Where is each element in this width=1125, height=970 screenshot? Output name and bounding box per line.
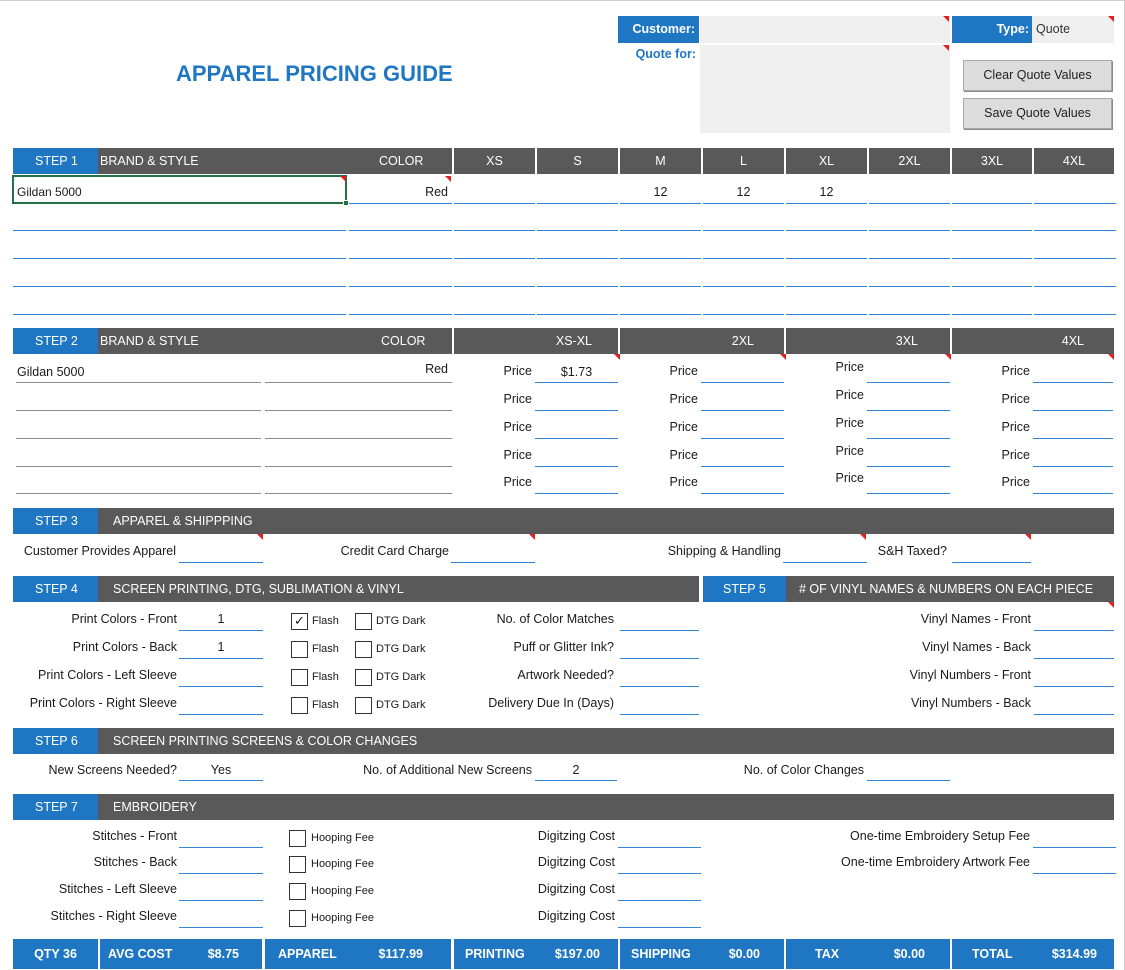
flash-checkbox[interactable] (291, 669, 308, 686)
step1-cell-input[interactable] (349, 314, 452, 315)
price-label: Price (1001, 364, 1030, 378)
color-heading: COLOR (379, 154, 424, 168)
price-input[interactable] (867, 493, 950, 494)
price-label: Price (835, 416, 864, 430)
step2-brand-header (98, 328, 452, 354)
shipping-label: Shipping & Handling (667, 544, 781, 558)
price-label: Price (503, 420, 532, 434)
credit-card-label: Credit Card Charge (340, 544, 449, 558)
size-header-l: L (703, 148, 784, 174)
comment-marker (1108, 602, 1114, 608)
qty-xl[interactable]: 12 (819, 185, 834, 199)
stitches-label: Stitches - Left Sleeve (58, 882, 177, 896)
step1-cell-input[interactable] (1034, 286, 1116, 287)
step6-badge: STEP 6 (13, 728, 98, 754)
vinyl-label: Vinyl Names - Back (922, 640, 1031, 654)
hooping-fee-checkbox[interactable] (289, 830, 306, 847)
avg-cost-label: AVG COST (108, 947, 173, 961)
price-label: Price (669, 392, 698, 406)
avg-cost-value: $8.75 (207, 947, 239, 961)
price-label: Price (1001, 448, 1030, 462)
digitizing-cost-input[interactable] (618, 927, 701, 928)
step1-cell-input[interactable] (349, 203, 452, 204)
size-header-xl: XL (786, 148, 867, 174)
price-label: Price (503, 392, 532, 406)
step1-cell-input[interactable] (1034, 258, 1116, 259)
printing-total-value: $197.00 (554, 947, 600, 961)
step2-color-value: Red (425, 362, 448, 376)
price-label: Price (669, 475, 698, 489)
step1-cell-input[interactable] (13, 314, 346, 315)
step2-color-input[interactable] (265, 466, 452, 467)
flash-checkbox[interactable] (291, 697, 308, 714)
print-colors-value[interactable]: 1 (217, 640, 225, 654)
hooping-fee-checkbox[interactable] (289, 910, 306, 927)
shipping-total-label: SHIPPING (631, 947, 691, 961)
price-input[interactable] (535, 382, 618, 383)
grand-total-label: TOTAL (972, 947, 1013, 961)
step6-title: SCREEN PRINTING SCREENS & COLOR CHANGES (98, 728, 1114, 754)
price-input[interactable] (535, 493, 618, 494)
price-input[interactable] (867, 466, 950, 467)
price-input[interactable] (535, 438, 618, 439)
step2-brand-input[interactable] (16, 382, 261, 383)
step1-cell-input[interactable] (454, 258, 535, 259)
hooping-fee-label: Hooping Fee (311, 832, 374, 844)
vinyl-label: Vinyl Numbers - Back (911, 696, 1031, 710)
price-input[interactable] (701, 466, 784, 467)
print-colors-label: Print Colors - Back (72, 640, 177, 654)
step1-cell-input[interactable] (620, 314, 701, 315)
step4-badge: STEP 4 (13, 576, 98, 602)
size-header-3xl: 3XL (952, 148, 1032, 174)
step4-title: SCREEN PRINTING, DTG, SUBLIMATION & VINYL (98, 576, 699, 602)
size-header-m: M (620, 148, 701, 174)
comment-marker (945, 354, 951, 360)
qty-m[interactable]: 12 (653, 185, 668, 199)
type-select[interactable]: Quote (1032, 16, 1114, 43)
comment-marker (943, 16, 949, 22)
step1-cell-input[interactable] (952, 230, 1032, 231)
step1-brand-value: Gildan 5000 (17, 185, 82, 199)
step1-brand-header (98, 148, 452, 174)
dtg-dark-label: DTG Dark (376, 643, 426, 655)
price-group-xs-xl: XS-XL (454, 328, 618, 354)
customer-input[interactable] (700, 16, 950, 43)
step1-cell-input[interactable] (537, 258, 618, 259)
stitches-label: Stitches - Right Sleeve (50, 909, 177, 923)
price-label: Price (503, 448, 532, 462)
stitches-input[interactable] (179, 847, 263, 848)
step2-brand-input[interactable] (16, 438, 261, 439)
tax-total-label: TAX (815, 947, 840, 961)
sh-taxed-input[interactable] (952, 562, 1031, 563)
digitizing-cost-input[interactable] (618, 900, 701, 901)
step7-title: EMBROIDERY (98, 794, 1114, 820)
hooping-fee-checkbox[interactable] (289, 883, 306, 900)
step1-badge: STEP 1 (13, 148, 98, 174)
price-label: Price (503, 364, 532, 378)
price-input[interactable] (535, 466, 618, 467)
step1-cell-input[interactable] (952, 203, 1032, 204)
step1-cell-input[interactable] (537, 230, 618, 231)
step4-right-label: Artwork Needed? (517, 668, 614, 682)
dtg-dark-checkbox[interactable] (355, 697, 372, 714)
price-label: Price (835, 471, 864, 485)
step1-cell-input[interactable] (349, 230, 452, 231)
dtg-dark-label: DTG Dark (376, 699, 426, 711)
new-screens-input (179, 780, 263, 781)
apparel-total-value: $117.99 (378, 947, 423, 961)
print-colors-input (179, 686, 263, 687)
step4-right-input[interactable] (620, 686, 699, 687)
price-input[interactable] (1033, 493, 1113, 494)
comment-marker (1108, 354, 1114, 360)
step1-cell-input[interactable] (454, 203, 535, 204)
artwork-fee-input[interactable] (1033, 873, 1116, 874)
step4-right-input[interactable] (620, 714, 699, 715)
step1-cell-input[interactable] (537, 203, 618, 204)
print-colors-input (179, 658, 263, 659)
step1-cell-input[interactable] (454, 314, 535, 315)
step2-color-input[interactable] (265, 493, 452, 494)
comment-marker (614, 354, 620, 360)
step1-cell-input[interactable] (869, 258, 950, 259)
new-screens-value[interactable]: Yes (210, 763, 232, 777)
print-colors-input (179, 630, 263, 631)
dtg-dark-label: DTG Dark (376, 671, 426, 683)
stitches-label: Stitches - Back (93, 855, 177, 869)
price-input[interactable] (867, 438, 950, 439)
additional-screens-input (535, 780, 617, 781)
step3-badge: STEP 3 (13, 508, 98, 534)
quote-for-label: Quote for: (635, 47, 696, 61)
color-changes-input[interactable] (867, 780, 950, 781)
price-label: Price (1001, 392, 1030, 406)
price-label: Price (669, 364, 698, 378)
step1-cell-input[interactable] (620, 286, 701, 287)
dtg-dark-checkbox[interactable] (355, 669, 372, 686)
print-colors-label: Print Colors - Left Sleeve (38, 668, 177, 682)
flash-label: Flash (312, 671, 339, 683)
comment-marker (1108, 16, 1114, 22)
step7-badge: STEP 7 (13, 794, 98, 820)
price-input[interactable] (701, 410, 784, 411)
step1-cell-input[interactable] (1034, 314, 1116, 315)
clear-quote-button[interactable]: Clear Quote Values (963, 60, 1112, 91)
dtg-dark-checkbox[interactable] (355, 641, 372, 658)
step2-badge: STEP 2 (13, 328, 98, 354)
customer-label: Customer: (618, 16, 699, 43)
hooping-fee-label: Hooping Fee (311, 858, 374, 870)
step1-cell-input[interactable] (349, 286, 452, 287)
step1-cell-input[interactable] (952, 286, 1032, 287)
price-input[interactable] (1033, 466, 1113, 467)
step1-cell-input[interactable] (703, 314, 784, 315)
step1-cell-input[interactable] (703, 286, 784, 287)
comment-marker (340, 176, 346, 182)
step1-color-value: Red (425, 185, 448, 199)
page-title: APPAREL PRICING GUIDE (176, 61, 453, 86)
price-label: Price (669, 448, 698, 462)
flash-label: Flash (312, 643, 339, 655)
step5-title: # OF VINYL NAMES & NUMBERS ON EACH PIECE (786, 576, 1114, 602)
flash-checkbox[interactable] (291, 641, 308, 658)
type-label: Type: (952, 16, 1032, 43)
hooping-fee-label: Hooping Fee (311, 912, 374, 924)
comment-marker (257, 534, 263, 540)
digitizing-cost-label: Digitzing Cost (537, 829, 615, 843)
comment-marker (943, 45, 949, 51)
price-input[interactable] (1033, 382, 1113, 383)
step1-cell-input[interactable] (703, 203, 784, 204)
step1-cell-input[interactable] (786, 314, 867, 315)
vinyl-input[interactable] (1034, 630, 1114, 631)
grand-total-value: $314.99 (1051, 947, 1097, 961)
digitizing-cost-input[interactable] (618, 873, 701, 874)
print-colors-label: Print Colors - Right Sleeve (29, 696, 177, 710)
digitizing-cost-label: Digitzing Cost (537, 855, 615, 869)
hooping-fee-checkbox[interactable] (289, 856, 306, 873)
save-quote-button[interactable]: Save Quote Values (963, 98, 1112, 129)
additional-screens-label: No. of Additional New Screens (363, 763, 532, 777)
price-label: Price (669, 420, 698, 434)
step1-cell-input[interactable] (13, 230, 346, 231)
size-header-s: S (537, 148, 618, 174)
tax-total-cell (786, 939, 950, 969)
step1-cell-input[interactable] (869, 230, 950, 231)
credit-card-input[interactable] (451, 562, 535, 563)
price-group-3xl: 3XL (786, 328, 950, 354)
printing-total-cell (454, 939, 618, 969)
step1-cell-input[interactable] (620, 230, 701, 231)
dtg-dark-checkbox[interactable] (355, 613, 372, 630)
shipping-input[interactable] (783, 562, 867, 563)
step4-right-label: No. of Color Matches (496, 612, 614, 626)
step2-brand-value: Gildan 5000 (17, 365, 85, 379)
dtg-dark-label: DTG Dark (376, 615, 426, 627)
stitches-label: Stitches - Front (92, 829, 177, 843)
vinyl-label: Vinyl Numbers - Front (909, 668, 1031, 682)
step1-cell-input[interactable] (952, 258, 1032, 259)
comment-marker (445, 176, 451, 182)
stitches-input[interactable] (179, 873, 263, 874)
qty-l[interactable]: 12 (736, 185, 751, 199)
step1-cell-input[interactable] (620, 258, 701, 259)
apparel-total-label: APPAREL (278, 947, 337, 961)
step1-cell-input[interactable] (537, 286, 618, 287)
step4-right-label: Delivery Due In (Days) (488, 696, 614, 710)
step1-cell-input[interactable] (869, 286, 950, 287)
digitizing-cost-input[interactable] (618, 847, 701, 848)
print-colors-value[interactable]: 1 (217, 612, 225, 626)
step1-cell-input[interactable] (1034, 230, 1116, 231)
price-label: Price (1001, 420, 1030, 434)
stitches-input[interactable] (179, 927, 263, 928)
step2-brand-input[interactable] (16, 493, 261, 494)
step1-cell-input[interactable] (13, 258, 346, 259)
step2-brand-input[interactable] (16, 466, 261, 467)
step1-cell-input[interactable] (537, 314, 618, 315)
vinyl-input[interactable] (1034, 658, 1114, 659)
step4-right-input[interactable] (620, 630, 699, 631)
flash-label: Flash (312, 699, 339, 711)
sh-taxed-label: S&H Taxed? (877, 544, 947, 558)
print-colors-input (179, 714, 263, 715)
step4-right-label: Puff or Glitter Ink? (513, 640, 614, 654)
step2-color-input[interactable] (265, 410, 452, 411)
size-header-xs: XS (454, 148, 535, 174)
price-input[interactable] (701, 438, 784, 439)
step1-cell-input[interactable] (786, 203, 867, 204)
avg-cost-cell (100, 939, 262, 969)
price-input[interactable] (1033, 410, 1113, 411)
artwork-fee-label: One-time Embroidery Artwork Fee (841, 855, 1030, 869)
comment-marker (780, 354, 786, 360)
shipping-total-value: $0.00 (728, 947, 760, 961)
step1-cell-input[interactable] (703, 230, 784, 231)
digitizing-cost-label: Digitzing Cost (537, 909, 615, 923)
step2-brand-input[interactable] (16, 410, 261, 411)
color-changes-label: No. of Color Changes (743, 763, 864, 777)
step2-color-input[interactable] (265, 438, 452, 439)
step1-cell-input[interactable] (620, 203, 701, 204)
price-input[interactable] (1033, 438, 1113, 439)
price-input[interactable] (867, 382, 950, 383)
price-input[interactable] (535, 410, 618, 411)
size-header-4xl: 4XL (1034, 148, 1114, 174)
step3-title: APPAREL & SHIPPPING (98, 508, 1114, 534)
step1-cell-input[interactable] (869, 203, 950, 204)
step1-cell-input[interactable] (349, 258, 452, 259)
color-heading: COLOR (381, 334, 426, 348)
price-label: Price (503, 475, 532, 489)
step2-color-input[interactable] (265, 382, 452, 383)
price-xs-xl-value[interactable]: $1.73 (560, 365, 593, 379)
step1-cell-input[interactable] (454, 286, 535, 287)
customer-provides-input[interactable] (179, 562, 263, 563)
step1-cell-input[interactable] (952, 314, 1032, 315)
printing-total-label: PRINTING (465, 947, 525, 961)
shipping-total-cell (620, 939, 784, 969)
size-header-2xl: 2XL (869, 148, 950, 174)
flash-checkbox[interactable]: ✓ (291, 613, 308, 630)
comment-marker (1025, 534, 1031, 540)
digitizing-cost-label: Digitzing Cost (537, 882, 615, 896)
step1-cell-input[interactable] (786, 230, 867, 231)
setup-fee-input[interactable] (1033, 847, 1116, 848)
price-label: Price (835, 360, 864, 374)
brand-style-heading: BRAND & STYLE (100, 154, 199, 168)
apparel-total-cell (265, 939, 451, 969)
step1-cell-input[interactable] (786, 286, 867, 287)
price-label: Price (835, 388, 864, 402)
comment-marker (529, 534, 535, 540)
step1-cell-input[interactable] (1034, 203, 1116, 204)
step1-cell-input[interactable] (786, 258, 867, 259)
quote-for-input[interactable] (700, 45, 950, 133)
hooping-fee-label: Hooping Fee (311, 885, 374, 897)
brand-style-heading: BRAND & STYLE (100, 334, 199, 348)
step1-cell-input[interactable] (869, 314, 950, 315)
price-group-4xl: 4XL (952, 328, 1114, 354)
step4-right-input[interactable] (620, 658, 699, 659)
price-input[interactable] (867, 410, 950, 411)
vinyl-input[interactable] (1034, 714, 1114, 715)
step1-cell-input[interactable] (13, 286, 346, 287)
step5-badge: STEP 5 (703, 576, 786, 602)
step1-cell-input[interactable] (454, 230, 535, 231)
tax-total-value: $0.00 (893, 947, 925, 961)
qty-total: QTY 36 (13, 939, 98, 969)
setup-fee-label: One-time Embroidery Setup Fee (850, 829, 1030, 843)
flash-label: Flash (312, 615, 339, 627)
additional-screens-value[interactable]: 2 (572, 763, 580, 777)
step1-cell-input[interactable] (703, 258, 784, 259)
price-label: Price (835, 444, 864, 458)
vinyl-label: Vinyl Names - Front (920, 612, 1031, 626)
price-group-2xl: 2XL (620, 328, 784, 354)
price-input[interactable] (701, 493, 784, 494)
grand-total-cell (952, 939, 1114, 969)
price-label: Price (1001, 475, 1030, 489)
customer-provides-label: Customer Provides Apparel (23, 544, 176, 558)
vinyl-input[interactable] (1034, 686, 1114, 687)
stitches-input[interactable] (179, 900, 263, 901)
price-input[interactable] (701, 382, 784, 383)
new-screens-label: New Screens Needed? (48, 763, 177, 777)
comment-marker (860, 534, 866, 540)
print-colors-label: Print Colors - Front (71, 612, 177, 626)
step1-cell-input[interactable] (13, 203, 346, 204)
